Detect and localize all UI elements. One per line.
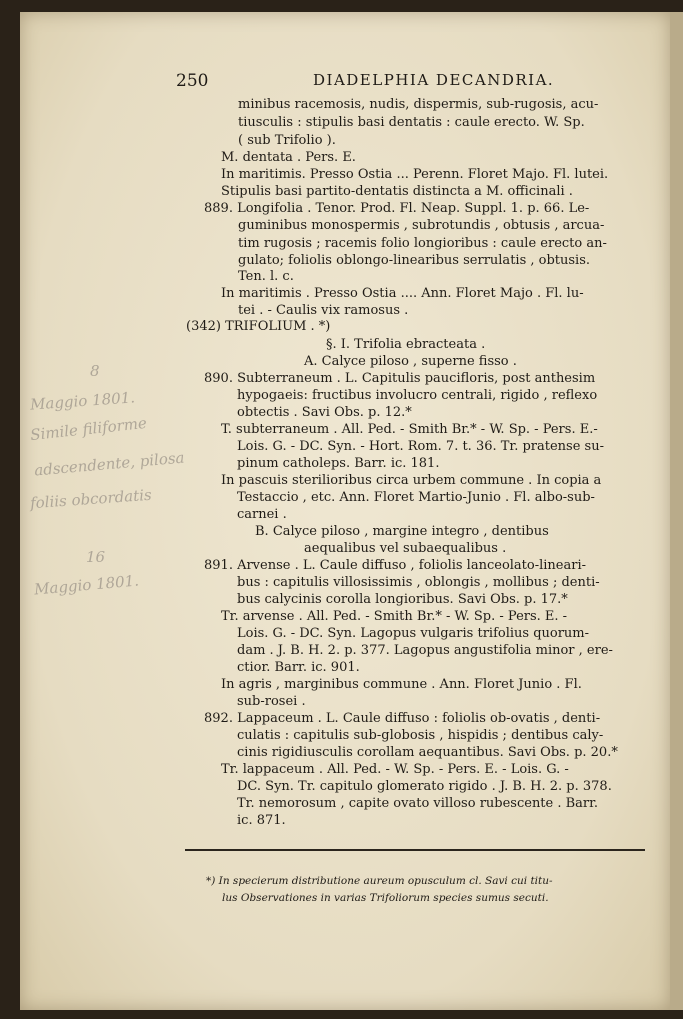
page-number: 250 [176,71,209,91]
text-line: 892. Lappaceum . L. Caule diffuso : foliolis ob-ovatis , denti- [204,711,601,726]
handwritten-note: adscendente, pilosa [33,448,186,480]
text-line: In agris , marginibus commune . Ann. Floret Junio . Fl. [221,677,582,692]
text-line: 890. Subterraneum . L. Capitulis paucifloris, post anthesim [204,371,596,386]
text-line: Tr. nemorosum , capite ovato villoso rubescente . Barr. [237,796,599,811]
text-line: pinum catholeps. Barr. ic. 181. [237,456,440,471]
text-line: Lois. G. - DC. Syn. - Hort. Rom. 7. t. 36. Tr. pratense su- [237,439,604,454]
handwritten-note: foliis obcordatis [29,485,153,513]
subsection-heading: aequalibus vel subaequalibus . [304,541,507,556]
text-line: Tr. lappaceum . All. Ped. - W. Sp. - Pers. E. - Lois. G. - [221,762,569,777]
handwritten-note: Simile filiforme [29,413,148,445]
text-line: tim rugosis ; racemis folio longioribus : caule erecto an- [238,236,607,251]
text-line: ( sub Trifolio ). [238,133,336,148]
text-line: Tr. arvense . All. Ped. - Smith Br.* - W. Sp. - Pers. E. - [221,609,568,624]
footnote-rule [185,849,645,851]
text-line: culatis : capitulis sub-globosis , hispidis ; dentibus caly- [237,728,604,743]
text-line: 889. Longifolia . Tenor. Prod. Fl. Neap. Suppl. 1. p. 66. Le- [204,201,590,216]
subsection-heading: B. Calyce piloso , margine integro , dentibus [255,524,549,539]
text-line: T. subterraneum . All. Ped. - Smith Br.* - W. Sp. - Pers. E.- [221,422,598,437]
text-line: Testaccio , etc. Ann. Floret Martio-Junio . Fl. albo-sub- [237,490,595,505]
text-line: carnei . [237,507,287,522]
handwritten-note: 8 [90,362,100,380]
subsection-heading: A. Calyce piloso , superne fisso . [304,354,517,369]
footnote-line: *) In specierum distributione aureum opusculum cl. Savi cui titu- [206,875,553,887]
text-line: ctior. Barr. ic. 901. [237,660,360,675]
text-line: bus calycinis corolla longioribus. Savi Obs. p. 17.* [237,592,568,607]
text-line: bus : capitulis villosissimis , oblongis , mollibus ; denti- [237,575,600,590]
section-heading: §. I. Trifolia ebracteata . [326,337,486,352]
text-line: Ten. l. c. [238,269,294,284]
text-line: In maritimis. Presso Ostia ... Perenn. Floret Majo. Fl. lutei. [221,167,609,182]
text-line: obtectis . Savi Obs. p. 12.* [237,405,412,420]
running-title: DIADELPHIA DECANDRIA. [313,71,555,89]
footnote-line: lus Observationes in varias Trifoliorum species sumus secuti. [222,892,549,904]
text-line: DC. Syn. Tr. capitulo glomerato rigido . J. B. H. 2. p. 378. [237,779,612,794]
text-line: M. dentata . Pers. E. [221,150,356,165]
text-line: gulato; foliolis oblongo-linearibus serrulatis , obtusis. [238,253,591,268]
text-line: Lois. G. - DC. Syn. Lagopus vulgaris trifolius quorum- [237,626,590,641]
text-line: guminibus monospermis , subrotundis , obtusis , arcua- [238,218,605,233]
text-line: hypogaeis: fructibus involucro centrali, rigido , reflexo [237,388,598,403]
text-line: cinis rigidiusculis corollam aequantibus. Savi Obs. p. 20.* [237,745,618,760]
text-line: ic. 871. [237,813,286,828]
text-line: minibus racemosis, nudis, dispermis, sub-rugosis, acu- [238,97,599,112]
text-line: In maritimis . Presso Ostia .... Ann. Floret Majo . Fl. lu- [221,286,584,301]
text-line: tiusculis : stipulis basi dentatis : caule erecto. W. Sp. [238,115,585,130]
text-line: In pascuis sterilioribus circa urbem commune . In copia a [221,473,602,488]
text-line: tei . - Caulis vix ramosus . [238,303,409,318]
handwritten-note: 16 [86,548,106,566]
handwritten-note: Maggio 1801. [33,571,140,599]
handwritten-note: Maggio 1801. [29,388,136,414]
text-line: 891. Arvense . L. Caule diffuso , foliolis lanceolato-lineari- [204,558,587,573]
text-line: sub-rosei . [237,694,306,709]
page-edge [670,12,683,1010]
genus-heading: (342) TRIFOLIUM . *) [186,319,331,334]
text-line: dam . J. B. H. 2. p. 377. Lagopus angustifolia minor , ere- [237,643,613,658]
text-line: Stipulis basi partito-dentatis distincta a M. officinali . [221,184,573,199]
